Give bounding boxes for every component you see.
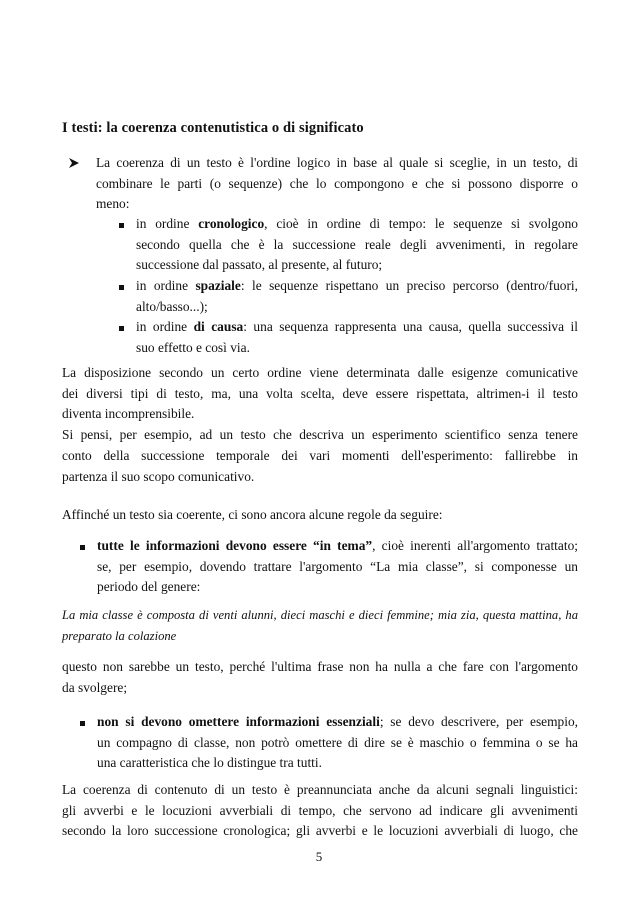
keyword: non si devono omettere informazioni essenziali [97,714,380,729]
text-line: partenza il suo scopo comunicativo. [62,468,255,484]
square-bullet-icon [119,223,124,228]
sub-item-chronological: in ordine cronologico, cioè in ordine di tempo: le sequenze si svolgono secondo quella che è la successione reale degli avvenimenti, in regolare successione dal passato, al presente, al futuro; [136,214,578,276]
square-bullet-icon [119,285,124,290]
paragraph [62,363,578,487]
square-bullet-icon [119,326,124,331]
text-line: La coerenza di un testo è l'ordine logico in base al quale si sceglie, in un testo, di [96,155,578,170]
text-line: preparato la colazione [62,628,177,643]
sub-item-cause: in ordine di causa: una sequenza rappresenta una causa, quella successiva il suo effetto e così via. [136,317,578,358]
section-heading: I testi: la coerenza contenutistica o di significato [62,120,364,136]
text-line: diventa incomprensibile. [62,406,195,422]
sub-item-spatial: in ordine spaziale: le sequenze rispettano un preciso percorso (dentro/fuori, alto/basso...); [136,276,578,317]
text-line: suo effetto e così via. [136,339,250,355]
text-line: secondo quella che è la successione reale degli avvenimenti, in regolare [136,236,578,252]
text-line: Affinché un testo sia coerente, ci sono ancora alcune regole da seguire: [62,507,443,522]
text-line: un compagno di classe, non potrò omettere di dire se è maschio o femmina o se ha [97,734,578,750]
keyword: di causa [193,319,244,334]
text-line: meno: [96,196,130,212]
paragraph [62,780,578,842]
text-line: se, per esempio, dovendo trattare l'argomento “La mia classe”, si componesse un [97,558,578,574]
text-line: dei diversi tipi di testo, ma, una volta scelta, deve essere rispettata, altrimen-i il testo [62,385,578,401]
page-number: 5 [315,849,323,864]
text-line: La coerenza di contenuto di un testo è preannunciata anche da alcuni segnali linguistici: [62,782,578,797]
text-line: periodo del genere: [97,579,201,595]
text-line: una caratteristica che lo distingue tra tutti. [97,755,322,771]
text-line: La disposizione secondo un certo ordine viene determinata dalle esigenze comunicative [62,365,578,380]
rule-item-essential-info: non si devono omettere informazioni essenziali; se devo descrivere, per esempio, un compagno di classe, non potrò omettere di dire se è maschio o femmina o se ha una caratteristica che lo distingue tra tutti. [97,712,578,774]
text-line: combinare le parti (o sequenze) che lo compongono e che si possono disporre o [96,175,578,191]
text-line: Si pensi, per esempio, ad un testo che descriva un esperimento scientifico senza tenere [62,427,578,443]
text-line: alto/basso...); [136,298,208,314]
square-bullet-icon [80,721,85,726]
arrow-item-text [96,153,578,215]
text-line: da svolgere; [62,679,128,695]
keyword: tutte le informazioni devono essere “in tema” [97,538,373,553]
square-bullet-icon [80,545,85,550]
arrow-bullet-icon [68,157,80,169]
text-line: La mia classe è composta di venti alunni, dieci maschi e dieci femmine; mia zia, questa mattina, ha [62,608,578,622]
keyword: spaziale [195,278,241,293]
text-line: successione dal passato, al presente, al futuro; [136,257,383,273]
text-line: questo non sarebbe un testo, perché l'ultima frase non ha nulla a che fare con l'argomento [62,659,578,674]
text-line: secondo la loro successione cronologica; gli avverbi e le locuzioni avverbiali di luogo, che [62,823,578,839]
keyword: cronologico [198,216,265,231]
example-quote [62,605,578,646]
text-line: gli avverbi e le locuzioni avverbiali di tempo, che servono ad indicare gli avvenimenti [62,802,578,818]
text-line: conto della successione temporale dei vari momenti dell'esperimento: fallirebbe in [62,447,578,463]
paragraph [62,657,578,698]
paragraph [62,505,578,526]
rule-item-in-tema: tutte le informazioni devono essere “in tema”, cioè inerenti all'argomento trattato; se, per esempio, dovendo trattare l'argomento “La mia classe”, si componesse un periodo del genere: [97,536,578,598]
